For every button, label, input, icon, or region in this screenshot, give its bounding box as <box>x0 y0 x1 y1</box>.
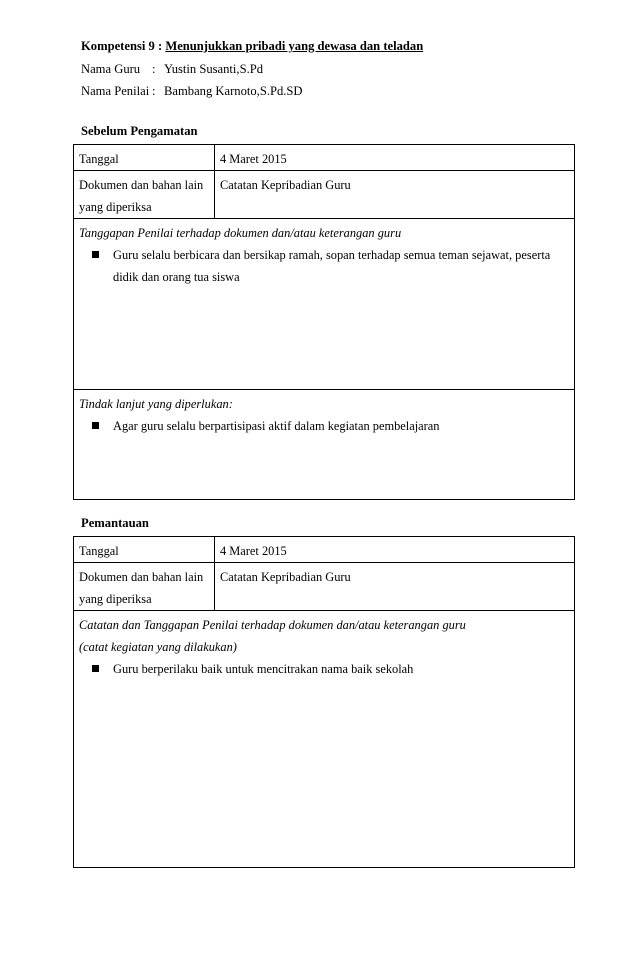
tanggapan-item-line-1: Guru selalu berbicara dan bersikap ramah, sopan terhadap semua teman sejawat, peserta <box>113 248 551 262</box>
tanggal-value: 4 Maret 2015 <box>215 537 575 563</box>
tanggapan-item-line-2: didik dan orang tua siswa <box>113 270 240 284</box>
dokumen-label-line-2: yang diperiksa <box>79 592 152 606</box>
sebelum-heading: Sebelum Pengamatan <box>81 124 198 138</box>
catatan-label-line-2: (catat kegiatan yang dilakukan) <box>79 640 237 654</box>
guru-value: Yustin Susanti,S.Pd <box>164 62 264 76</box>
tanggapan-label: Tanggapan Penilai terhadap dokumen dan/atau keterangan guru <box>79 226 402 240</box>
penilai-value: Bambang Karnoto,S.Pd.SD <box>164 84 303 98</box>
dokumen-label-line-2: yang diperiksa <box>79 200 152 214</box>
tanggal-row <box>74 145 575 171</box>
square-bullet-icon <box>92 422 99 429</box>
dokumen-label-line-1: Dokumen dan bahan lain <box>79 570 204 584</box>
pemantauan-heading: Pemantauan <box>81 516 149 530</box>
catatan-list-item <box>79 658 569 680</box>
dokumen-value: Catatan Kepribadian Guru <box>215 563 575 611</box>
tanggal-label: Tanggal <box>74 537 215 563</box>
kompetensi-line <box>81 38 423 54</box>
tanggal-row <box>74 537 575 563</box>
dokumen-row <box>74 563 575 611</box>
kompetensi-label: Kompetensi 9 : <box>81 39 163 53</box>
pemantauan-table <box>73 536 575 868</box>
tanggal-value: 4 Maret 2015 <box>215 145 575 171</box>
dokumen-value: Catatan Kepribadian Guru <box>215 171 575 219</box>
dokumen-label <box>74 171 215 219</box>
tindak-row <box>74 390 575 500</box>
square-bullet-icon <box>92 251 99 258</box>
tanggapan-cell <box>74 219 575 390</box>
tindak-cell <box>74 390 575 500</box>
guru-label: Nama Guru <box>81 62 141 76</box>
dokumen-label <box>74 563 215 611</box>
guru-colon: : <box>152 62 156 76</box>
tindak-label: Tindak lanjut yang diperlukan: <box>79 397 233 411</box>
catatan-item-text: Guru berperilaku baik untuk mencitrakan nama baik sekolah <box>113 662 414 676</box>
tindak-list-item <box>79 415 569 437</box>
penilai-label: Nama Penilai <box>81 84 150 98</box>
guru-line <box>81 61 263 77</box>
catatan-label-line-1: Catatan dan Tanggapan Penilai terhadap dokumen dan/atau keterangan guru <box>79 618 466 632</box>
catatan-row <box>74 611 575 868</box>
square-bullet-icon <box>92 665 99 672</box>
dokumen-row <box>74 171 575 219</box>
kompetensi-title: Menunjukkan pribadi yang dewasa dan teladan <box>165 39 424 53</box>
sebelum-table <box>73 144 575 500</box>
penilai-colon: : <box>152 84 156 98</box>
tanggal-label: Tanggal <box>74 145 215 171</box>
catatan-cell <box>74 611 575 868</box>
dokumen-label-line-1: Dokumen dan bahan lain <box>79 178 204 192</box>
tanggapan-row <box>74 219 575 390</box>
penilai-line <box>81 83 303 99</box>
tanggapan-list-item <box>79 244 569 288</box>
tindak-item-text: Agar guru selalu berpartisipasi aktif dalam kegiatan pembelajaran <box>113 419 440 433</box>
